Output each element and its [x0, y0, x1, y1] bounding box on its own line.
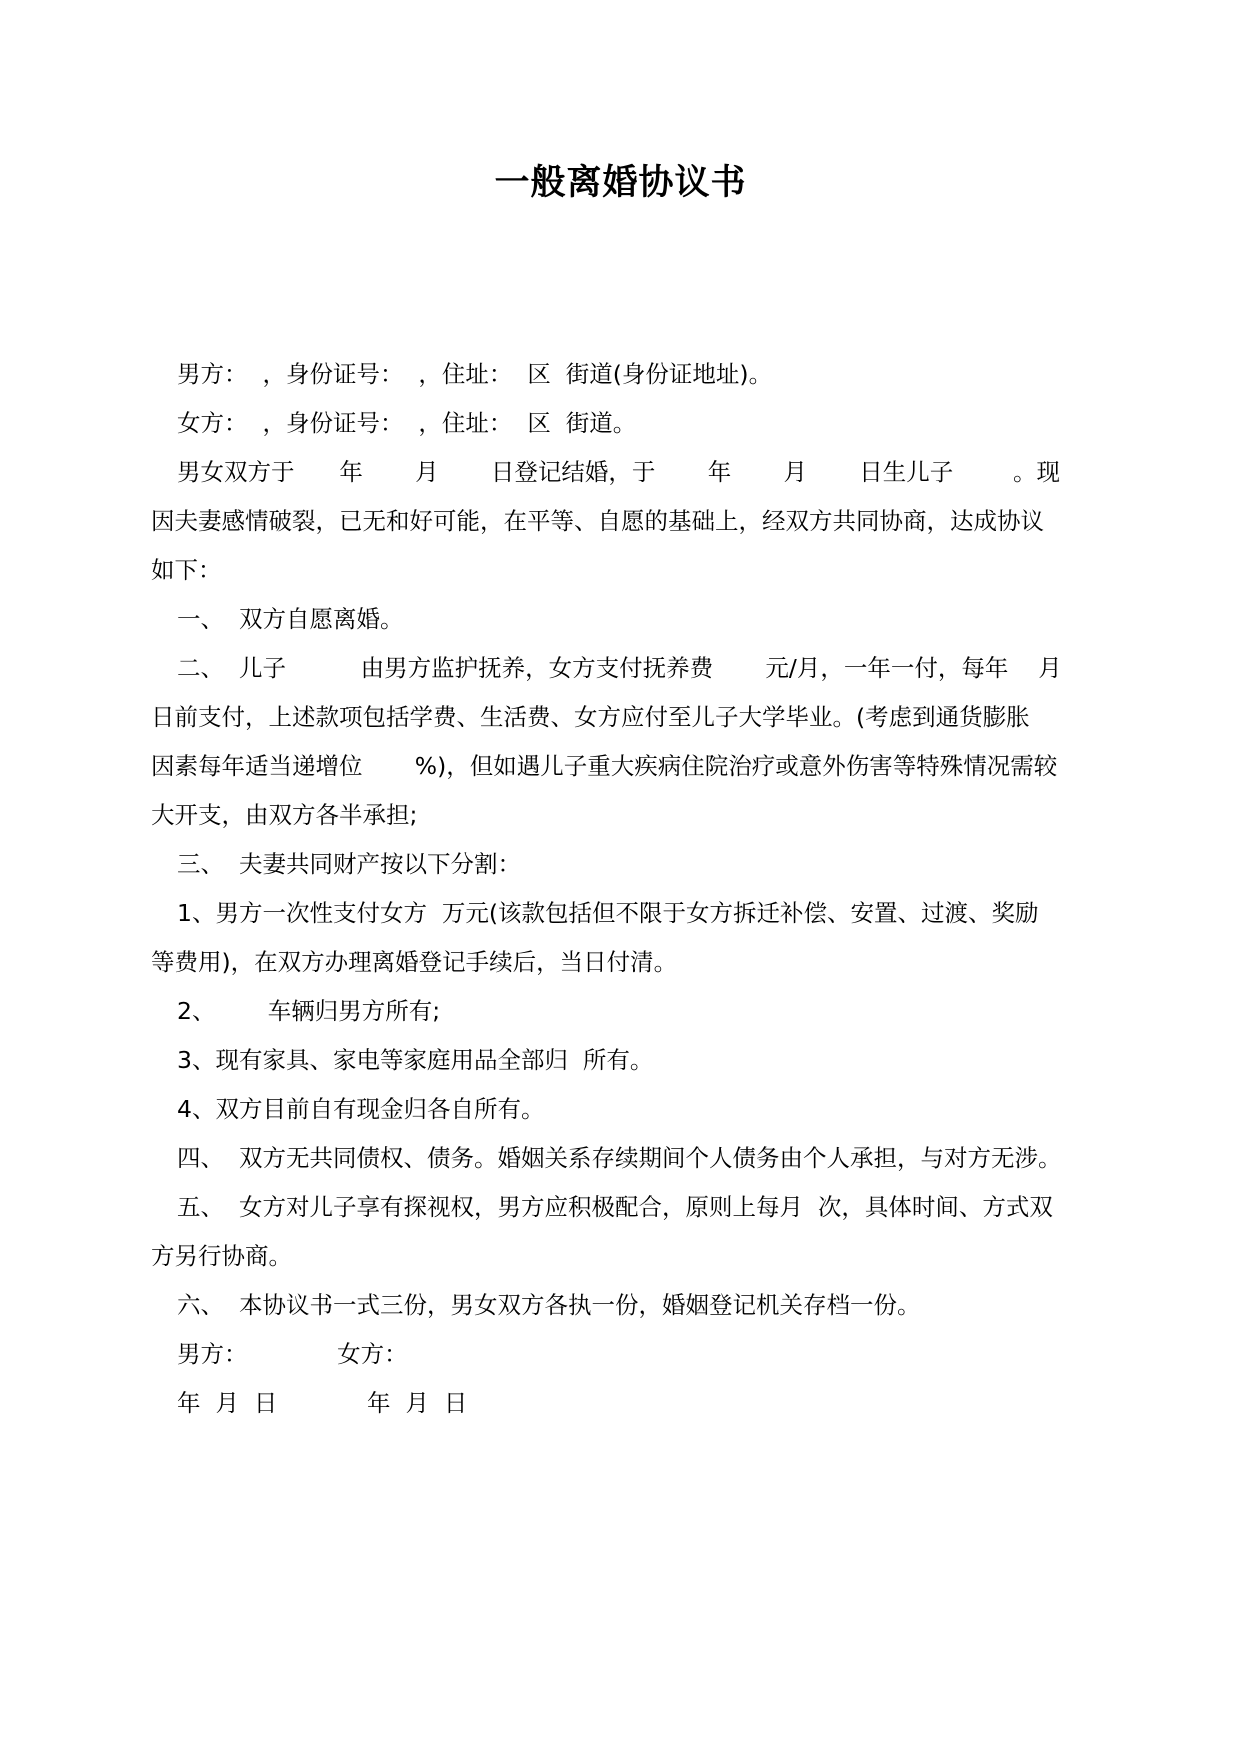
clause-2-line-1: 二、 儿子 由男方监护抚养，女方支付抚养费 元/月，一年一付，每年 月: [177, 654, 1062, 682]
clause-2-line-3: 因素每年适当递增位 %)，但如遇儿子重大疾病住院治疗或意外伤害等特殊情况需较: [151, 752, 1058, 780]
line-husband-info: 男方： ，身份证号： ，住址： 区 街道(身份证地址)。: [177, 360, 773, 388]
clause-3-item-3: 3、现有家具、家电等家庭用品全部归 所有。: [177, 1046, 654, 1074]
line-wife-info: 女方： ，身份证号： ，住址： 区 街道。: [177, 409, 637, 437]
clause-3-item-1-line-2: 等费用)，在双方办理离婚登记手续后，当日付清。: [151, 948, 678, 976]
line-marriage-reason: 因夫妻感情破裂，已无和好可能，在平等、自愿的基础上，经双方共同协商，达成协议: [151, 507, 1044, 535]
clause-5-line-1: 五、 女方对儿子享有探视权，男方应积极配合，原则上每月 次，具体时间、方式双: [177, 1193, 1053, 1221]
clause-4: 四、 双方无共同债权、债务。婚姻关系存续期间个人债务由个人承担，与对方无涉。: [177, 1144, 1062, 1172]
clause-1: 一、 双方自愿离婚。: [177, 605, 404, 633]
document-title: 一般离婚协议书: [494, 163, 747, 203]
clause-2-line-2: 日前支付，上述款项包括学费、生活费、女方应付至儿子大学毕业。(考虑到通货膨胀: [151, 703, 1030, 731]
clause-3-item-1-line-1: 1、男方一次性支付女方 万元(该款包括但不限于女方拆迁补偿、安置、过渡、奖励: [177, 899, 1039, 927]
signature-line: 男方： 女方：: [177, 1340, 408, 1368]
clause-2-line-4: 大开支，由双方各半承担;: [151, 801, 418, 829]
line-marriage-date: 男女双方于 年 月 日登记结婚，于 年 月 日生儿子 。现: [177, 458, 1061, 486]
document-body: [151, 350, 1091, 1428]
clause-3-item-4: 4、双方目前自有现金归各自所有。: [177, 1095, 545, 1123]
line-agreement-intro: 如下：: [151, 556, 222, 584]
signature-date-line: 年 月 日 年 月 日: [177, 1389, 468, 1417]
clause-3-item-2: 2、 车辆归男方所有;: [177, 997, 441, 1025]
clause-3: 三、 夫妻共同财产按以下分割：: [177, 850, 521, 878]
clause-5-line-2: 方另行协商。: [151, 1242, 292, 1270]
clause-6: 六、 本协议书一式三份，男女双方各执一份，婚姻登记机关存档一份。: [177, 1291, 921, 1319]
